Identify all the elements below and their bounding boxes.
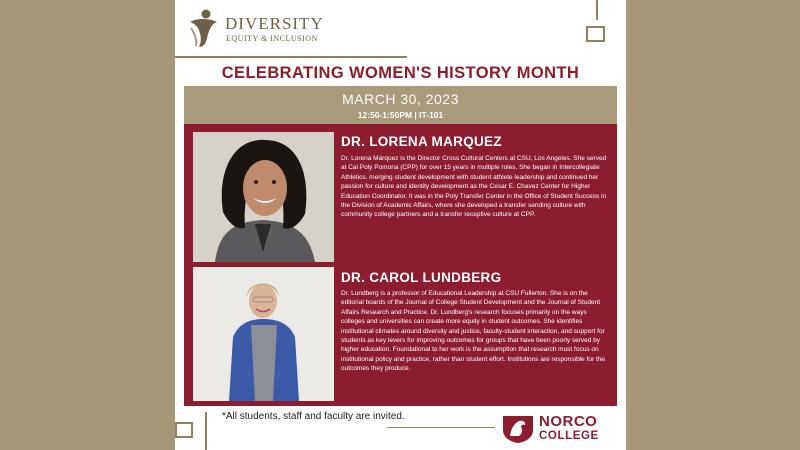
- event-headline: CELEBRATING WOMEN'S HISTORY MONTH: [221, 64, 580, 82]
- date-band: [184, 86, 617, 124]
- dei-logo-icon: [187, 8, 221, 48]
- event-date: MARCH 30, 2023: [342, 91, 459, 107]
- deco-line-bottom-horizontal: [387, 427, 495, 428]
- logo-title: DIVERSITY: [225, 14, 324, 33]
- deco-line-bottom-vertical: [205, 412, 207, 450]
- norco-college-logo: [501, 410, 621, 446]
- deco-line-top-vertical: [596, 0, 598, 20]
- invitation-note: *All students, staff and faculty are invited.: [222, 411, 405, 422]
- logo-subtitle: EQUITY & INCLUSION: [226, 34, 318, 43]
- right-background-panel: [626, 0, 800, 450]
- college-name-line1: NORCO: [539, 413, 598, 430]
- speaker-photo-marquez: [193, 132, 334, 262]
- left-background-panel: [0, 0, 175, 450]
- deco-square-bottom-left: [175, 422, 193, 438]
- speaker-bio: Dr. Lundberg is a professor of Educational Leadership at CSU Fullerton. She is on the editorial boards of the Journal of College Student Development and the Journal of Student Affairs Research and Practice. Dr. Lundberg's research focuses primarily on the ways colleges and universities can create more equity in student outcomes. She identifies institutional climates around diversity and justice, faculty-student interaction, and support for students as key levers for improving outcomes for groups that have been poorly served by higher education. Foundational to her work is the assumption that research must focus on institutional policy and practice, rather than student effort. Institutions are responsible for the outcomes they produce.: [341, 290, 606, 373]
- deco-square-top-right: [586, 26, 605, 42]
- event-time-location: 12:50-1:50PM | IT-101: [357, 110, 444, 120]
- deco-line-top-horizontal: [175, 56, 407, 58]
- speakers-panel: [184, 124, 617, 406]
- portrait-illustration: [193, 132, 334, 262]
- speaker-name: DR. CAROL LUNDBERG: [341, 270, 502, 285]
- speaker-photo-lundberg: [193, 267, 334, 401]
- event-flyer: [175, 0, 626, 450]
- speaker-name: DR. LORENA MARQUEZ: [341, 134, 502, 149]
- portrait-illustration: [193, 267, 334, 401]
- dei-logo: [187, 8, 367, 48]
- speaker-bio: Dr. Lorena Márquez is the Director Cross Cultural Centers at CSU, Los Angeles. She served at Cal Poly Pomona (CPP) for over 15 years in multiple roles. She began in Intercollegiate Athletics, merging student development with student athlete leadership and continued her passion for culture and identity development as the Cesar E. Chavez Center for Higher Education Coordinator. It was in the Poly Transfer Center in the Office of Student Success in the Division of Academic Affairs, where she developed a transfer sending culture with community college partners and a transfer receptive culture at CPP.: [341, 155, 607, 219]
- college-name-line2: COLLEGE: [539, 430, 599, 442]
- horse-icon: [501, 412, 535, 444]
